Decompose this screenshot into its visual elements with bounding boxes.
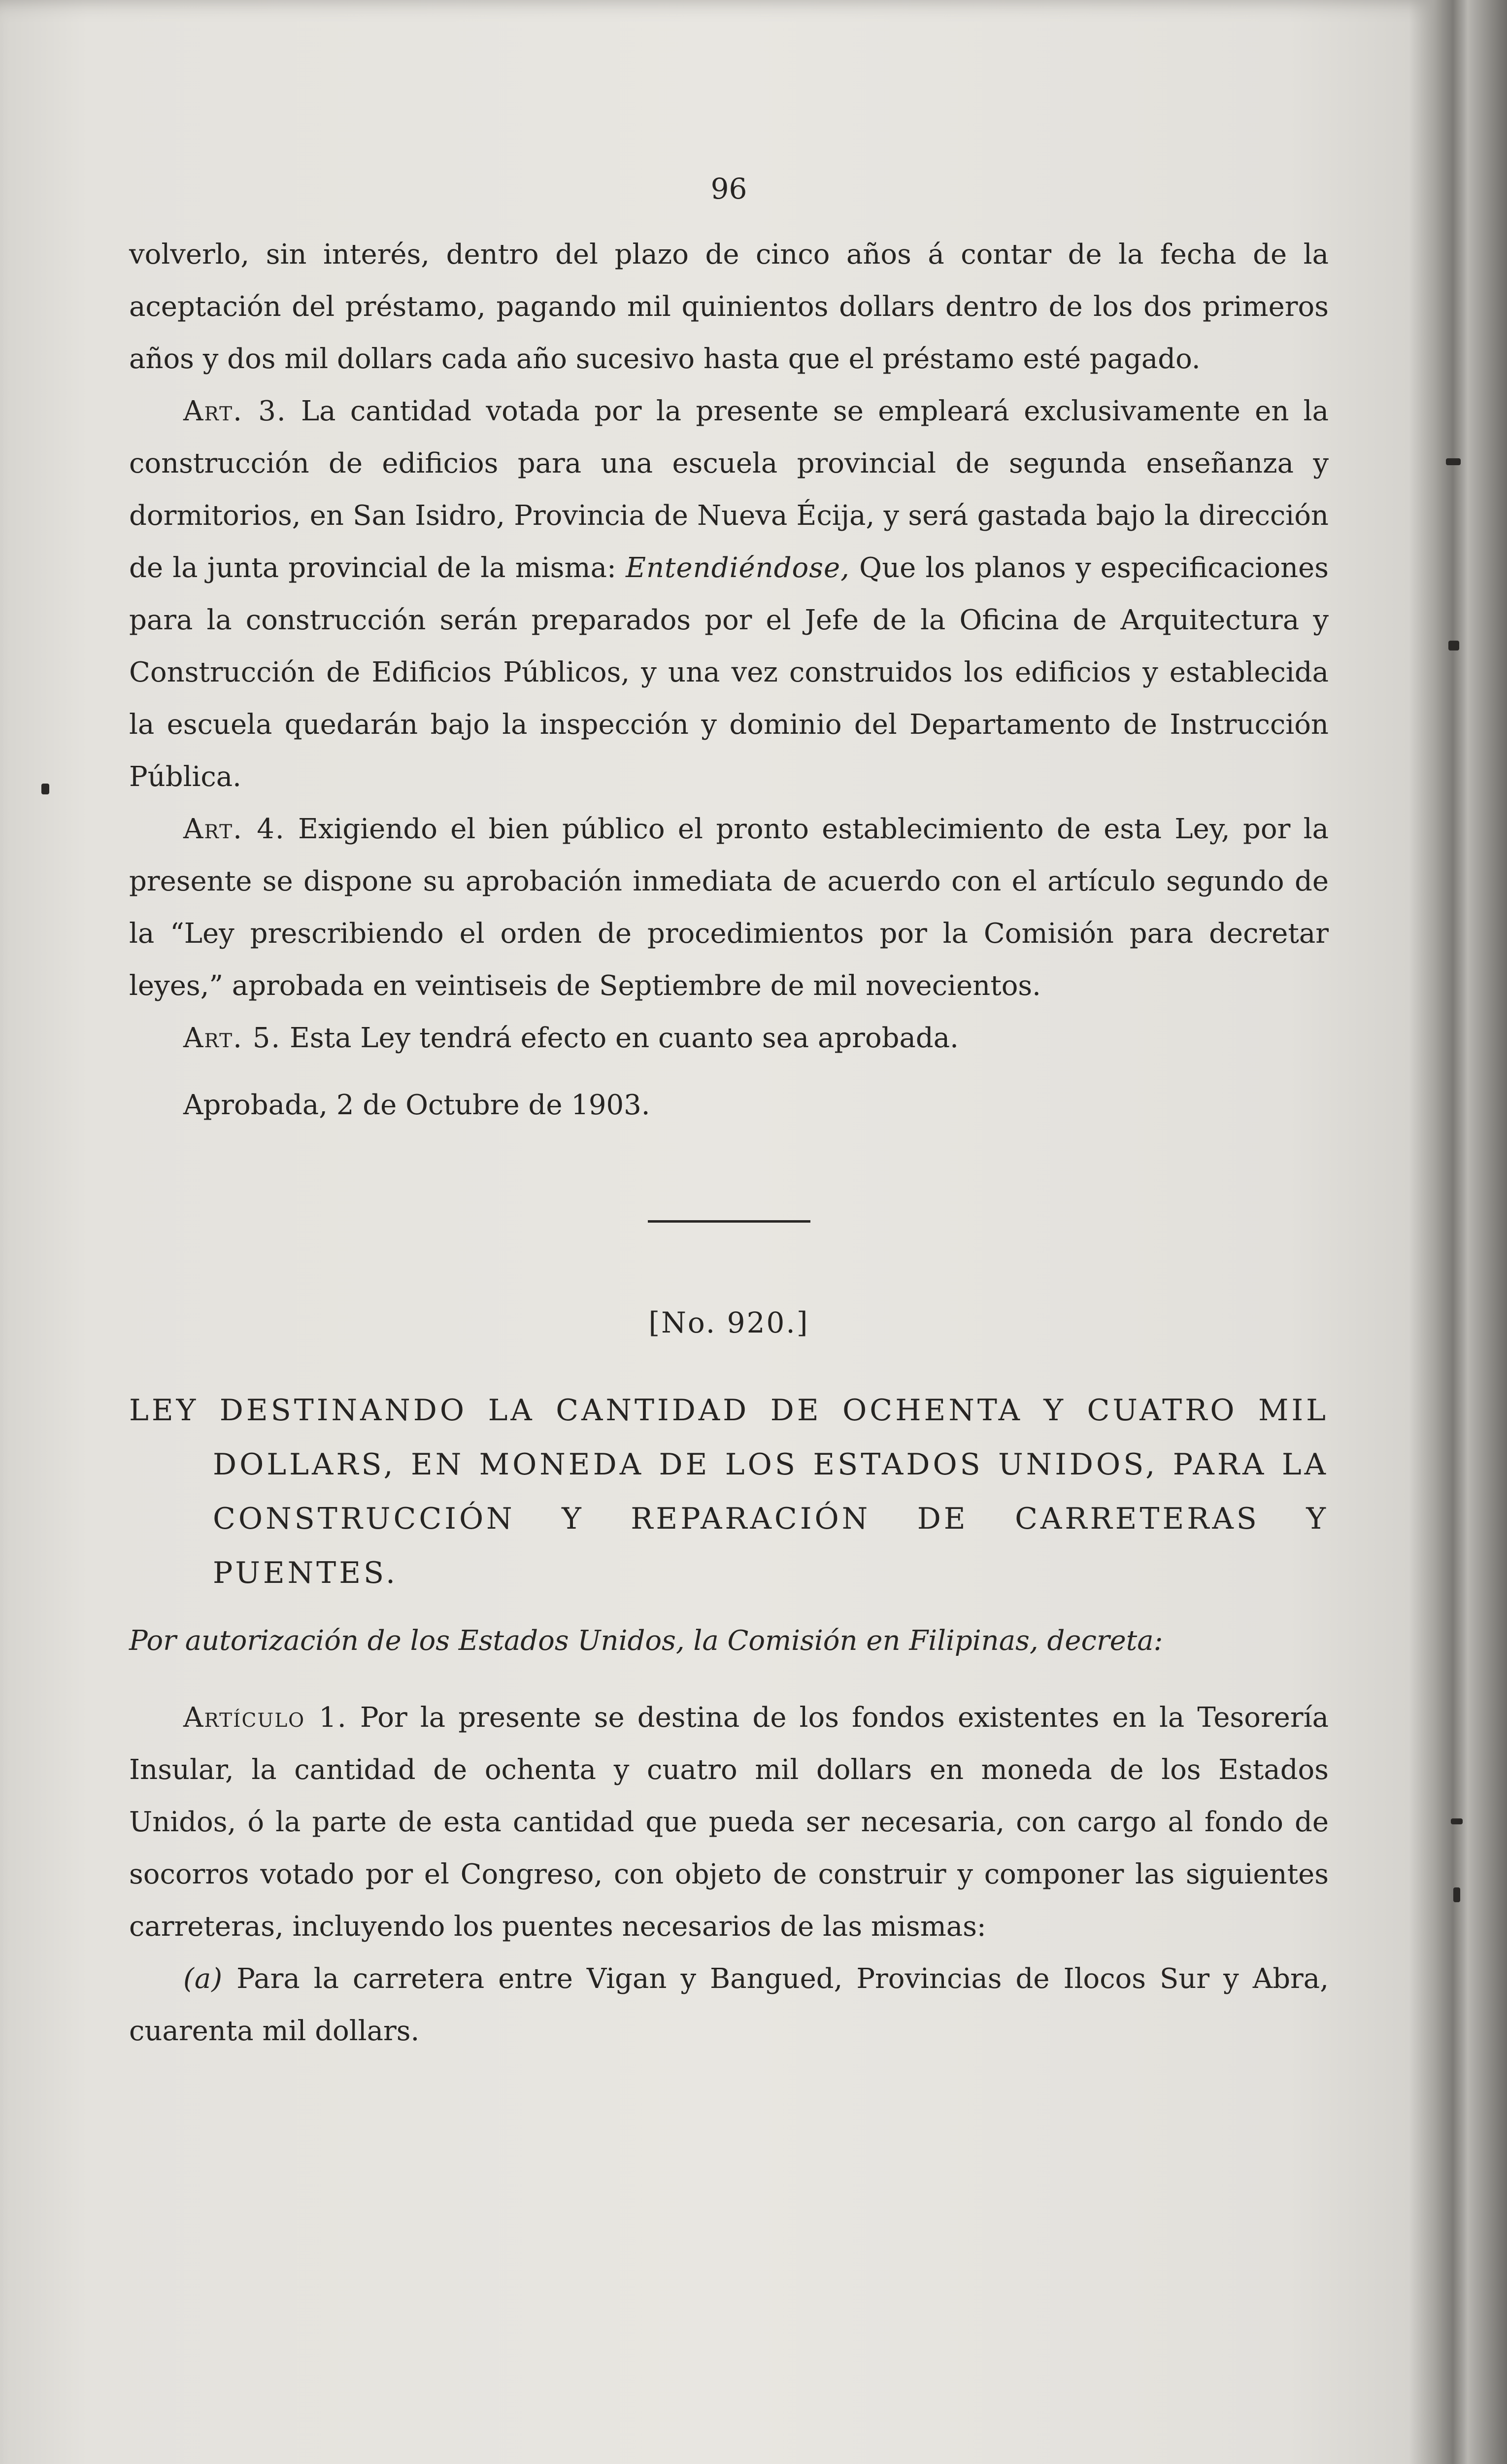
article-5-text: Esta Ley tendrá efecto en cuanto sea aprobada. bbox=[289, 1022, 959, 1054]
bill-number: [No. 920.] bbox=[648, 1306, 809, 1339]
section-divider bbox=[648, 1220, 810, 1223]
article-3-text-b: Que los planos y especificaciones para la construcción serán preparados por el Jefe de la Oficina de Arquitectura y Construcción de Edificios Públicos, y una vez construidos los edificios y establecida la escuela quedarán bajo la inspección y dominio del Departamento de Instrucción Pública. bbox=[129, 552, 1329, 793]
bill-title: LEY DESTINANDO LA CANTIDAD DE OCHENTA Y CUATRO MIL DOLLARS, EN MONEDA DE LOS ESTADOS UNIDOS, PARA LA CONSTRUCCIÓN Y REPARACIÓN DE CARRETERAS Y PUENTES. bbox=[129, 1393, 1329, 1590]
item-a-text: Para la carretera entre Vigan y Bangued, Provincias de Ilocos Sur y Abra, cuarenta mil dollars. bbox=[129, 1963, 1329, 2047]
article-3-emphasis: Entendiéndose, bbox=[626, 552, 850, 584]
article-3 bbox=[129, 385, 1329, 803]
item-a-label: (a) bbox=[183, 1963, 223, 1995]
article-4 bbox=[129, 803, 1329, 1012]
margin-mark bbox=[41, 784, 49, 794]
article-1-text: Por la presente se destina de los fondos existentes en la Tesorería Insular, la cantidad de ochenta y cuatro mil dollars en moneda de los Estados Unidos, ó la parte de esta cantidad que pueda ser necesaria, con cargo al fondo de socorros votado por el Congreso, con objeto de construir y componer las siguientes carreteras, incluyendo los puentes necesarios de las mismas: bbox=[129, 1702, 1329, 1943]
article-5 bbox=[129, 1012, 1329, 1064]
continued-text: volverlo, sin interés, dentro del plazo de cinco años á contar de la fecha de la aceptación del préstamo, pagando mil quinientos dollars dentro de los dos primeros años y dos mil dollars cada año sucesivo hasta que el préstamo esté pagado. bbox=[129, 239, 1329, 375]
margin-mark bbox=[1451, 1818, 1463, 1824]
article-3-label: Art. 3. bbox=[183, 395, 287, 427]
article-5-label: Art. 5. bbox=[183, 1022, 281, 1054]
article-1 bbox=[129, 1692, 1329, 1953]
page-text bbox=[129, 163, 1329, 2057]
margin-mark bbox=[1446, 458, 1461, 465]
page-number: 96 bbox=[710, 172, 747, 205]
margin-mark bbox=[1453, 1887, 1460, 1902]
approval-date: Aprobada, 2 de Octubre de 1903. bbox=[183, 1089, 650, 1121]
article-3-text-a: La cantidad votada por la presente se empleará exclusivamente en la construcción de edificios para una escuela provincial de segunda enseñanza y dormitorios, en San Isidro, Provincia de Nueva Écija, y será gastada bajo la dirección de la junta provincial de la misma: bbox=[129, 395, 1329, 584]
article-4-text: Exigiendo el bien público el pronto establecimiento de esta Ley, por la presente se dispone su aprobación inmediata de acuerdo con el artículo segundo de la “Ley prescribiendo el orden de procedimientos por la Comisión para decretar leyes,” aprobada en veintiseis de Septiembre de mil novecientos. bbox=[129, 813, 1329, 1002]
article-4-label: Art. 4. bbox=[183, 813, 285, 845]
enacting-clause: Por autorización de los Estados Unidos, la Comisión en Filipinas, decreta: bbox=[129, 1625, 1163, 1657]
article-1-label: Artículo 1. bbox=[183, 1702, 347, 1734]
margin-mark bbox=[1448, 641, 1459, 650]
continued-paragraph bbox=[129, 229, 1329, 385]
item-a bbox=[129, 1953, 1329, 2057]
page-edge-shadow bbox=[1409, 0, 1507, 2464]
